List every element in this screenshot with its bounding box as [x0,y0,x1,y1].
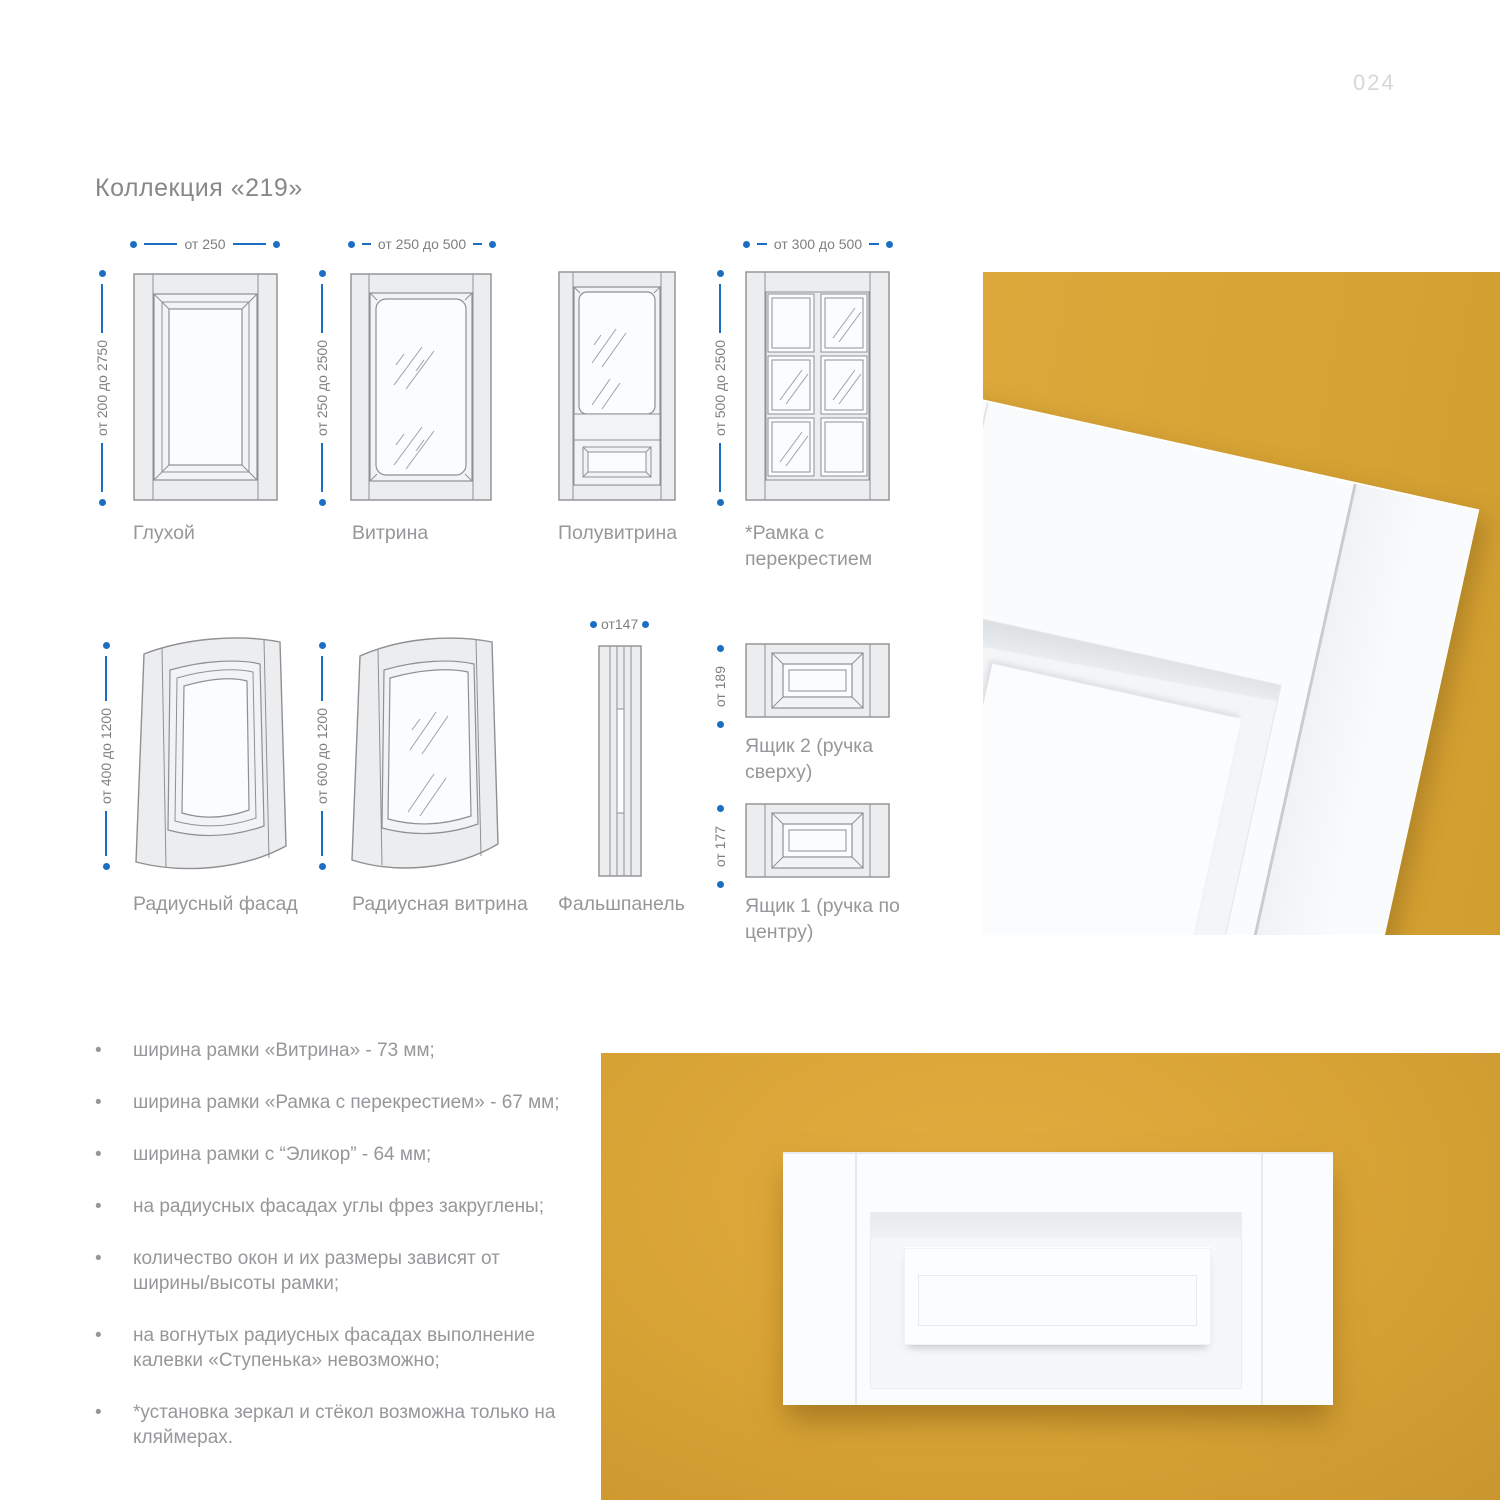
dim-dot [319,270,326,277]
dim-dot [348,241,355,248]
falshpanel-width-dimension [590,616,652,632]
diagram-label-poluvitrina: Полувитрина [558,522,678,544]
ramka-height-dimension [712,270,728,506]
dim-line [321,284,323,333]
radius-fasad-height-dimension [98,642,114,870]
dim-dot [717,645,724,652]
dim-label: от 177 [712,826,728,868]
door-front [983,384,1479,935]
vitrina-drawing [350,273,492,501]
falshpanel-drawing [598,645,642,877]
dim-label: от 250 до 500 [377,236,467,252]
diagram-label-radius-vitrina: Радиусная витрина [352,893,528,915]
dim-dot [717,721,724,728]
bullet-dot: • [95,1040,102,1061]
note-item [95,1323,575,1373]
dim-line [321,443,323,492]
dim-label: от 200 до 2750 [94,339,110,437]
drawer-stile-line-left [855,1152,857,1405]
dim-dot [642,621,649,628]
dim-dot [717,881,724,888]
diagram-label-falshpanel: Фальшпанель [558,893,685,915]
dim-dot [103,863,110,870]
note-item [95,1246,575,1296]
glukhoy-drawing [133,273,278,501]
drawer-front [783,1152,1333,1405]
dim-line [101,443,103,492]
poluvitrina-drawing [558,271,676,501]
dim-dot [886,241,893,248]
dim-dot [130,241,137,248]
photo-door-corner [983,272,1500,935]
dim-label: от147 [601,616,639,632]
note-text: ширина рамки с “Эликор” - 64 мм; [133,1144,432,1165]
bullet-dot: • [95,1248,102,1269]
dim-line [869,243,879,245]
diagram-label-yashchik2: Ящик 2 (ручка сверху) [745,735,874,783]
note-item [95,1038,575,1063]
drawer-raised-panel [904,1248,1211,1345]
dim-dot [743,241,750,248]
bullet-dot: • [95,1402,102,1423]
yashchik1-height-dimension [712,805,728,875]
diagram-label-vitrina: Витрина [352,522,429,544]
note-item [95,1142,575,1167]
note-item [95,1090,575,1115]
diagram-label-ramka: *Рамка с перекрестием [745,522,873,570]
dim-dot [319,863,326,870]
dim-label: от 300 до 500 [773,236,863,252]
dim-dot [319,499,326,506]
dim-line [105,811,107,856]
dim-dot [99,270,106,277]
bullet-dot: • [95,1092,102,1113]
dim-label: от 250 до 2500 [314,339,330,437]
dim-line [362,243,371,245]
dim-line [719,284,721,333]
dim-line [144,243,177,245]
note-text: ширина рамки «Витрина» - 73 мм; [133,1040,435,1061]
bullet-dot: • [95,1196,102,1217]
dim-line [719,443,721,492]
dim-dot [717,270,724,277]
dim-dot [99,499,106,506]
dim-label: от 600 до 1200 [314,707,330,805]
dim-line [105,656,107,701]
note-text: на радиусных фасадах углы фрез закруглены; [133,1196,544,1217]
radius-fasad-drawing [130,632,290,880]
note-item [95,1194,575,1219]
vitrina-height-dimension [314,270,330,506]
dim-dot [717,499,724,506]
yashchik2-drawing [745,643,890,718]
notes-list [95,1038,575,1477]
dim-dot [319,642,326,649]
bullet-dot: • [95,1325,102,1346]
ramka-drawing [745,271,890,501]
dim-dot [717,805,724,812]
photo-drawer-front [601,1053,1500,1500]
note-text: ширина рамки «Рамка с перекрестием» - 67 мм; [133,1092,560,1113]
note-item [95,1400,575,1450]
dim-line [321,811,323,856]
dim-dot [489,241,496,248]
note-text: количество окон и их размеры зависят от ширины/высоты рамки; [133,1248,500,1294]
dim-line [473,243,482,245]
radius-vitrina-drawing [348,632,500,880]
dim-label: от 189 [712,666,728,708]
diagram-label-glukhoy: Глухой [133,522,195,544]
note-text: на вогнутых радиусных фасадах выполнение калевки «Ступенька» невозможно; [133,1325,536,1371]
note-text: *установка зеркал и стёкол возможна только на кляймерах. [133,1402,556,1448]
yashchik2-height-dimension [712,645,728,715]
yashchik1-drawing [745,803,890,878]
dim-dot [590,621,597,628]
dim-label: от 250 [184,236,226,252]
page-title: Коллекция «219» [95,174,303,202]
vitrina-width-dimension [348,236,496,252]
glukhoy-height-dimension [94,270,110,506]
dim-label: от 500 до 2500 [712,339,728,437]
dim-line [101,284,103,333]
dim-line [757,243,767,245]
dim-label: от 400 до 1200 [98,707,114,805]
dim-line [321,656,323,701]
dim-line [233,243,266,245]
diagram-label-yashchik1: Ящик 1 (ручка по центру) [745,895,900,943]
drawer-stile-line-right [1261,1152,1263,1405]
dim-dot [103,642,110,649]
bullet-dot: • [95,1144,102,1165]
diagram-label-radius-fasad: Радиусный фасад [133,893,298,915]
page-number: 024 [1353,70,1396,95]
dim-dot [273,241,280,248]
radius-vitrina-height-dimension [314,642,330,870]
drawer-raised-panel-inner [918,1275,1197,1326]
ramka-width-dimension [743,236,893,252]
glukhoy-width-dimension [130,236,280,252]
